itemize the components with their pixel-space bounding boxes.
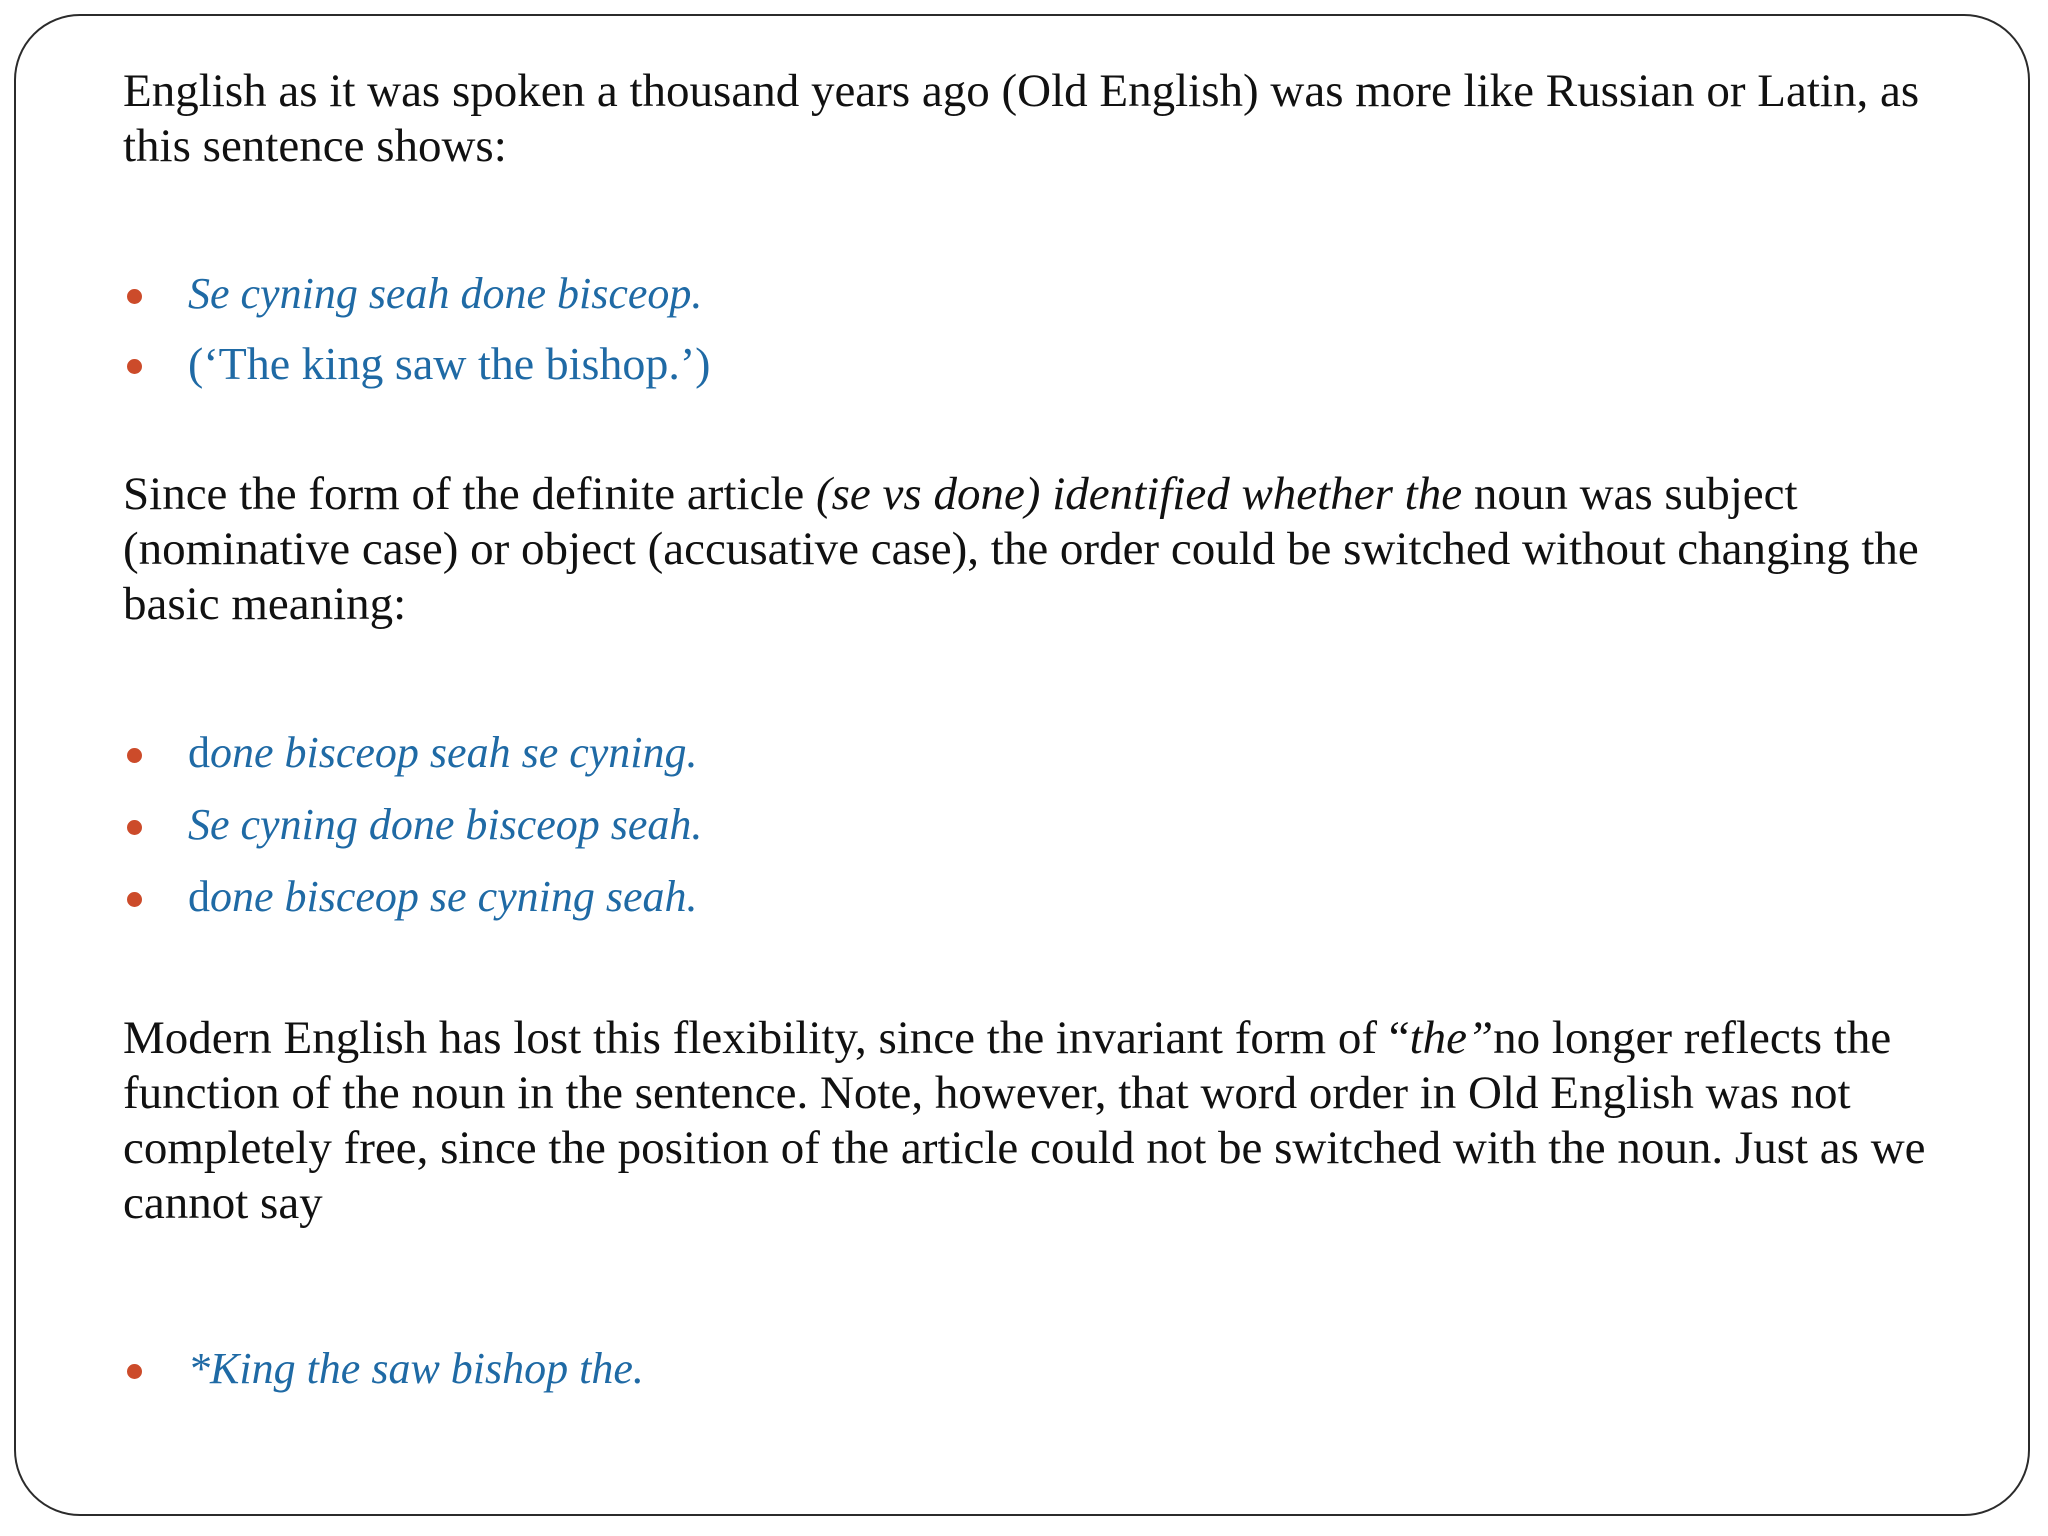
example-sentence-old-english: Se cyning seah done bisceop. xyxy=(188,269,703,318)
explanation-text-start: Since the form of the definite article xyxy=(123,468,816,520)
list-item xyxy=(123,717,1963,789)
list-item xyxy=(123,1333,1963,1405)
modern-text-end: no longer reflects the function of the noun in the sentence. Note, however, that word order in Old English was not completely free, since the position of the article could not be switched with the noun. Just as we cannot say xyxy=(123,1012,1926,1229)
ungrammatical-sentence: *King the saw bishop the. xyxy=(188,1344,644,1393)
reorder-sentence: one bisceop se cyning seah. xyxy=(210,872,698,921)
bullet-dot-icon xyxy=(127,820,142,835)
reorder-sentence: Se cyning done bisceop seah. xyxy=(188,800,703,849)
reorder-first-letter: d xyxy=(188,872,210,921)
modern-english-paragraph xyxy=(123,1011,1963,1231)
bullet-dot-icon xyxy=(127,289,142,304)
explanation-paragraph xyxy=(123,467,1963,632)
explanation-text-end: noun was subject (nominative case) or object (accusative case), the order could be switched without changing the basic meaning: xyxy=(123,468,1919,630)
list-item xyxy=(123,329,1963,399)
modern-text-italic: the” xyxy=(1409,1012,1494,1064)
modern-text-start: Modern English has lost this flexibility, since the invariant form of “ xyxy=(123,1012,1410,1064)
ungrammatical-example-list xyxy=(123,1333,1963,1405)
bullet-dot-icon xyxy=(127,359,142,374)
list-item xyxy=(123,861,1963,933)
example-list xyxy=(123,259,1963,399)
list-item xyxy=(123,259,1963,329)
reorder-sentence: one bisceop seah se cyning. xyxy=(210,728,698,777)
example-sentence-translation: (‘The king saw the bishop.’) xyxy=(188,338,711,389)
intro-paragraph: English as it was spoken a thousand years ago (Old English) was more like Russian or Latin, as this sentence shows: xyxy=(123,65,1920,172)
slide-content xyxy=(123,64,1963,1405)
bullet-dot-icon xyxy=(127,748,142,763)
reorder-first-letter: d xyxy=(188,728,210,777)
list-item xyxy=(123,789,1963,861)
explanation-text-italic: (se vs done) identified whether the xyxy=(815,468,1463,520)
bullet-dot-icon xyxy=(127,1364,142,1379)
reorder-example-list xyxy=(123,717,1963,933)
bullet-dot-icon xyxy=(127,892,142,907)
